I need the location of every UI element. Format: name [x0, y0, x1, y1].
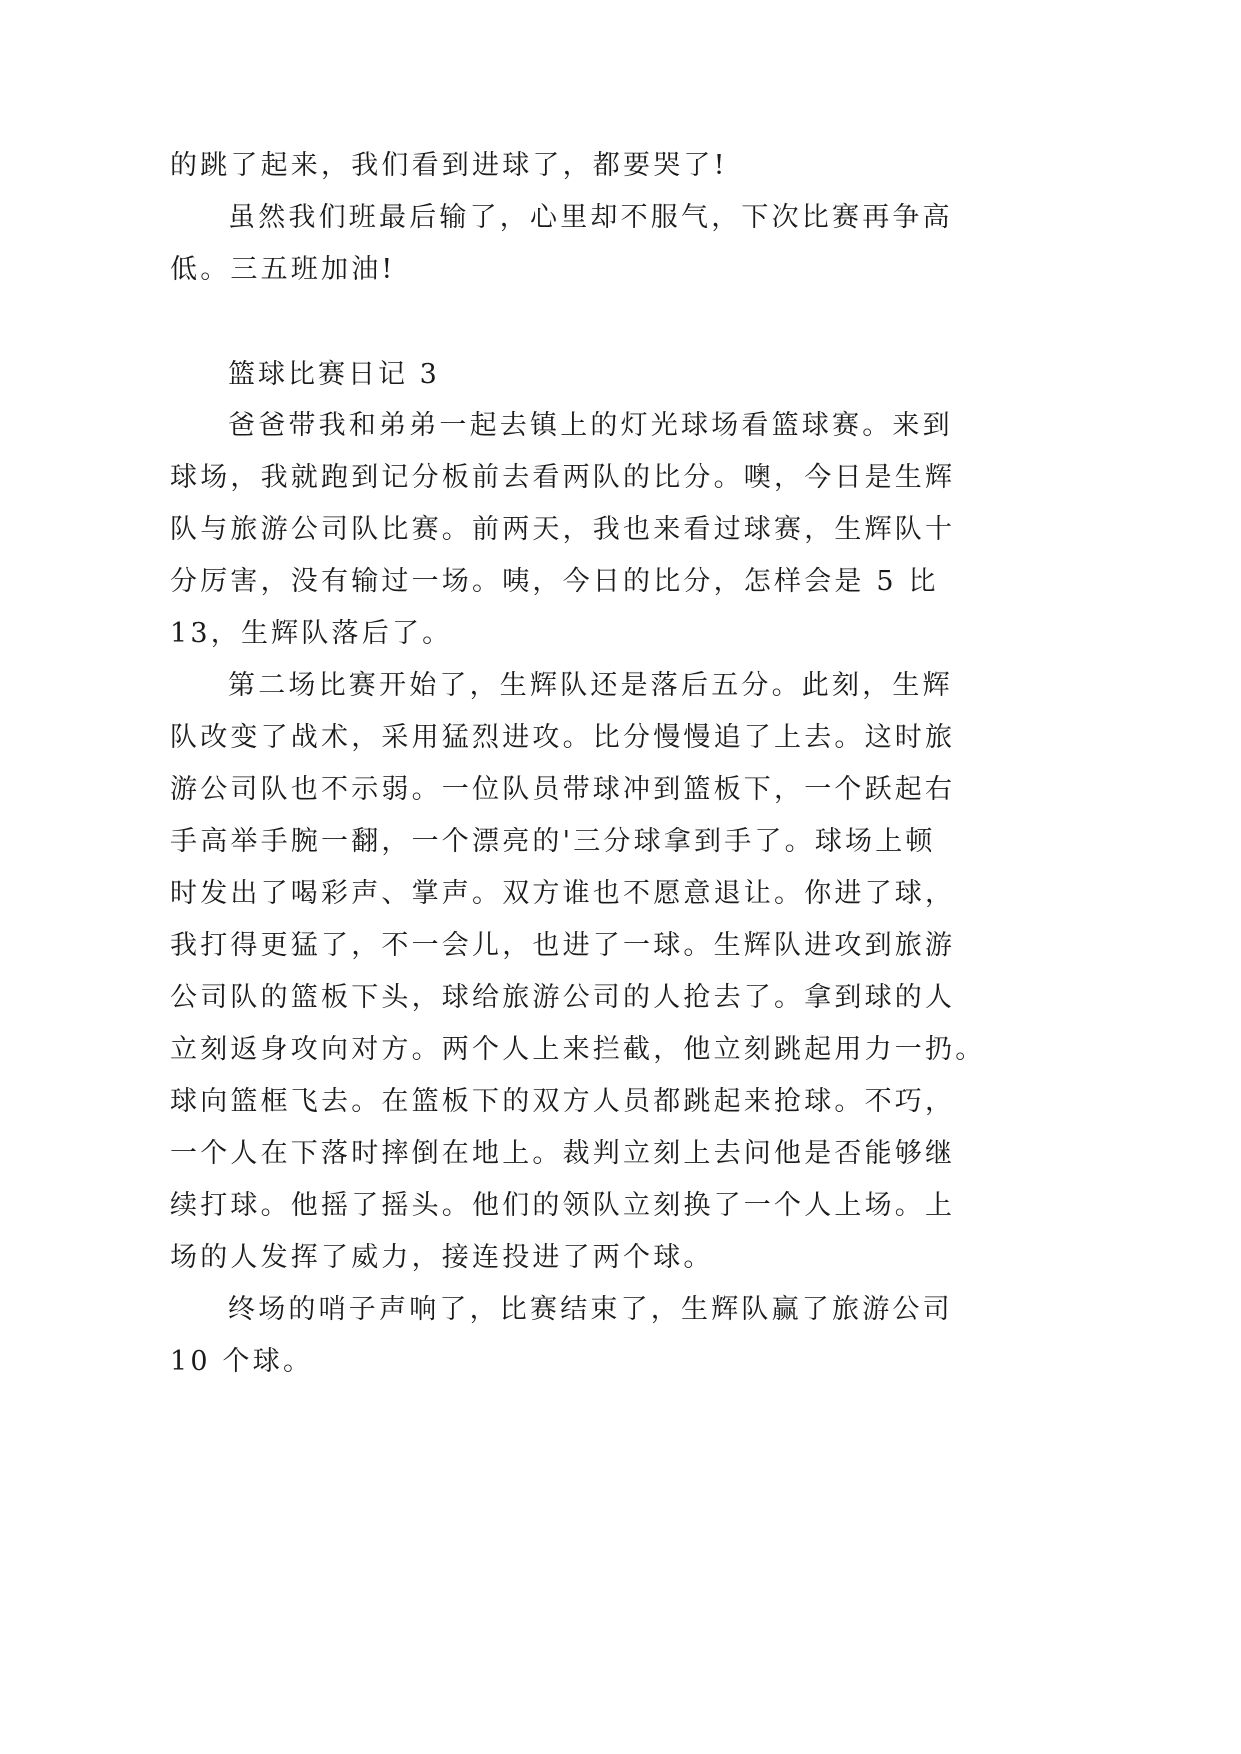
text-line: 10 个球。	[170, 1346, 314, 1377]
text-line: 时发出了喝彩声、掌声。双方谁也不愿意退让。你进了球，	[170, 878, 956, 909]
paragraph-start: 终场的哨子声响了，比赛结束了，生辉队赢了旅游公司	[228, 1294, 953, 1325]
text-line: 游公司队也不示弱。一位队员带球冲到篮板下，一个跃起右	[170, 774, 956, 805]
text-line: 13，生辉队落后了。	[170, 618, 453, 649]
text-line: 一个人在下落时摔倒在地上。裁判立刻上去问他是否能够继	[170, 1138, 956, 1169]
text-line: 球向篮框飞去。在篮板下的双方人员都跳起来抢球。不巧，	[170, 1086, 956, 1117]
section-title: 篮球比赛日记 3	[228, 359, 440, 390]
text-line: 场的人发挥了威力，接连投进了两个球。	[170, 1242, 714, 1273]
text-line: 公司队的篮板下头，球给旅游公司的人抢去了。拿到球的人	[170, 982, 956, 1013]
text-line: 的跳了起来，我们看到进球了，都要哭了!	[170, 150, 728, 181]
paragraph-start: 第二场比赛开始了，生辉队还是落后五分。此刻，生辉	[228, 670, 953, 701]
text-line: 球场，我就跑到记分板前去看两队的比分。噢，今日是生辉	[170, 462, 956, 493]
paragraph-start: 爸爸带我和弟弟一起去镇上的灯光球场看篮球赛。来到	[228, 410, 953, 441]
text-line: 立刻返身攻向对方。两个人上来拦截，他立刻跳起用力一扔。	[170, 1034, 986, 1065]
paragraph-start: 虽然我们班最后输了，心里却不服气，下次比赛再争高	[228, 202, 953, 233]
text-line: 队与旅游公司队比赛。前两天，我也来看过球赛，生辉队十	[170, 514, 956, 545]
text-line: 队改变了战术，采用猛烈进攻。比分慢慢追了上去。这时旅	[170, 722, 956, 753]
text-line: 低。三五班加油!	[170, 254, 396, 285]
text-line: 续打球。他摇了摇头。他们的领队立刻换了一个人上场。上	[170, 1190, 956, 1221]
text-line: 分厉害，没有输过一场。咦，今日的比分，怎样会是 5 比	[170, 566, 939, 597]
text-line: 手高举手腕一翻，一个漂亮的'三分球拿到手了。球场上顿	[170, 826, 936, 857]
text-line: 我打得更猛了，不一会儿，也进了一球。生辉队进攻到旅游	[170, 930, 956, 961]
